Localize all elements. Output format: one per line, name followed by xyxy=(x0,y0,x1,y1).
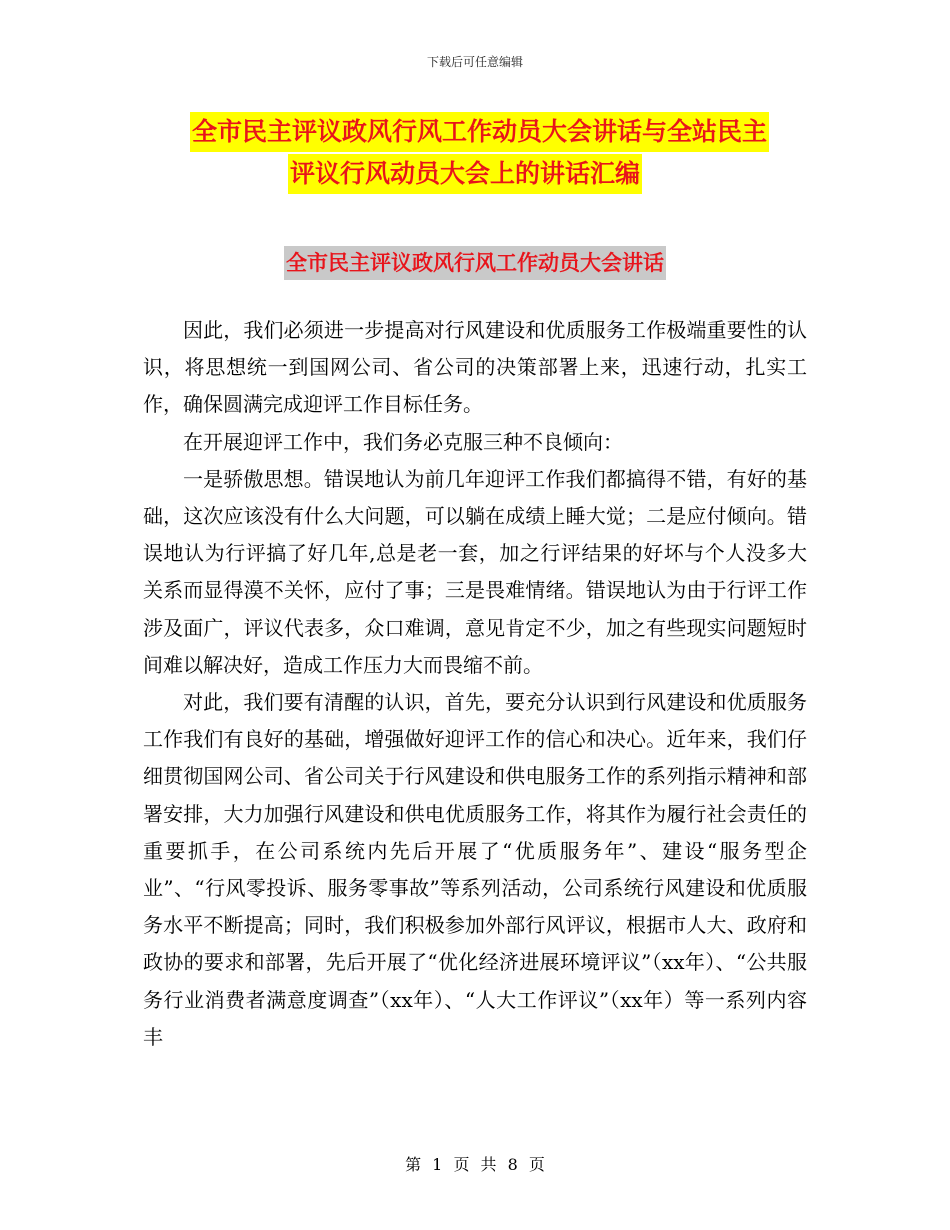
body-paragraph: 因此，我们必须进一步提高对行风建设和优质服务工作极端重要性的认识，将思想统一到国网公司、省公司的决策部署上来，迅速行动，扎实工作，确保圆满完成迎评工作目标任务。 xyxy=(143,318,807,417)
page-header-note: 下载后可任意编辑 xyxy=(426,55,523,69)
document-title-line-1: 全市民主评议政风行风工作动员大会讲话与全站民主 xyxy=(190,112,769,152)
body-paragraph: 一是骄傲思想。错误地认为前几年迎评工作我们都搞得不错，有好的基础，这次应该没有什么大问题，可以躺在成绩上睡大觉；二是应付倾向。错误地认为行评搞了好几年,总是老一套，加之行评结果的好坏与个人没多大关系而显得漠不关怀，应付了事；三是畏难情绪。错误地认为由于行评工作涉及面广，评议代表多，众口难调，意见肯定不少，加之有些现实问题短时间难以解决好，造成工作压力大而畏缩不前。 xyxy=(143,466,807,677)
page-number: 第 1 页 共 8 页 xyxy=(405,1155,545,1174)
body-paragraph: 在开展迎评工作中，我们务必克服三种不良倾向： xyxy=(183,429,623,454)
section-heading xyxy=(0,246,950,280)
document-body xyxy=(143,312,807,1056)
document-title-line-2: 评议行风动员大会上的讲话汇编 xyxy=(288,154,642,194)
body-paragraph: 对此，我们要有清醒的认识，首先，要充分认识到行风建设和优质服务工作我们有良好的基础，增强做好迎评工作的信心和决心。近年来，我们仔细贯彻国网公司、省公司关于行风建设和供电服务工作的系列指示精神和部署安排，大力加强行风建设和供电优质服务工作，将其作为履行社会责任的重要抓手，在公司系统内先后开展了“优质服务年”、建设“服务型企业”、“行风零投诉、服务零事故”等系列活动，公司系统行风建设和优质服务水平不断提高；同时，我们积极参加外部行风评议，根据市人大、政府和政协的要求和部署，先后开展了“优化经济进展环境评议”（xx年）、“公共服务行业消费者满意度调查”（xx年）、“人大工作评议”（xx年）等一系列内容丰 xyxy=(143,690,807,1049)
section-heading-text: 全市民主评议政风行风工作动员大会讲话 xyxy=(284,246,666,280)
